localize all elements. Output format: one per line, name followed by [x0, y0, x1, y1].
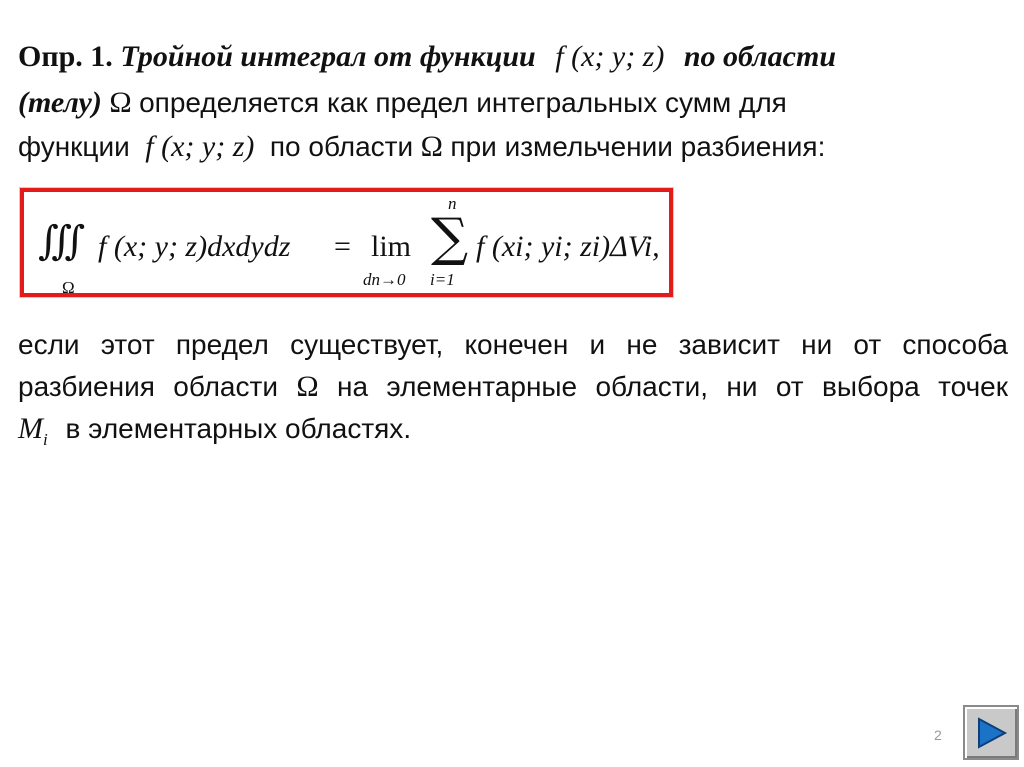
continuation-line-3-end: .: [403, 413, 412, 444]
sum-upper-bound: n: [448, 194, 457, 213]
integrand: f (x; y; z)dxdydz: [98, 230, 291, 263]
sum-lower-bound: i=1: [430, 270, 455, 289]
line3-colon: :: [817, 131, 826, 162]
limit-subscript: dn→0: [363, 270, 406, 289]
definition-line-2: [18, 84, 787, 122]
formula-box: [20, 188, 673, 297]
omega-symbol: Ω: [109, 86, 132, 119]
definition-label: Опр. 1.: [18, 40, 113, 73]
continuation-line-3: [18, 410, 1008, 459]
next-slide-button[interactable]: [963, 705, 1019, 760]
definition-line-3: [18, 128, 825, 166]
definition-line-1: [18, 38, 836, 76]
triple-integral-formula: [38, 194, 668, 297]
line3-mid: по области: [269, 131, 414, 162]
sum-term: f (xi; yi; zi)ΔVi,: [476, 230, 660, 263]
continuation-line-2: [18, 368, 1008, 406]
omega-symbol-2: Ω: [420, 130, 443, 163]
body-text: определяется как предел интегральных сумм для: [139, 87, 787, 118]
page-number: 2: [934, 727, 942, 743]
equals-sign: =: [334, 230, 351, 263]
continuation-line-2a: разбиения области: [18, 371, 278, 402]
triple-integral-sign: ∭: [38, 218, 71, 264]
sum-sign: ∑: [431, 208, 469, 268]
continuation-line-2b: на элементарные области, ни от выбора точек: [337, 371, 1008, 402]
limit-operator: lim: [371, 230, 412, 263]
function-expression: f (x; y; z): [555, 40, 665, 73]
line3-lead: функции: [18, 131, 130, 162]
omega-symbol-3: Ω: [296, 370, 319, 403]
continuation-line-1: если этот предел существует, конечен и не зависит ни от способа: [18, 329, 1008, 360]
definition-title-tail: по области: [683, 40, 836, 73]
function-expression-2: f (x; y; z): [145, 130, 255, 163]
definition-title: Тройной интеграл от функции: [120, 40, 536, 73]
integral-domain: Ω: [62, 278, 75, 297]
continuation-line-3-text: в элементарных областях: [65, 413, 404, 444]
point-symbol: M: [18, 412, 43, 445]
play-right-icon: [973, 715, 1009, 751]
line3-tail: при измельчении разбиения: [450, 131, 818, 162]
body-lead: (телу): [18, 86, 102, 119]
point-subscript: i: [43, 430, 48, 449]
